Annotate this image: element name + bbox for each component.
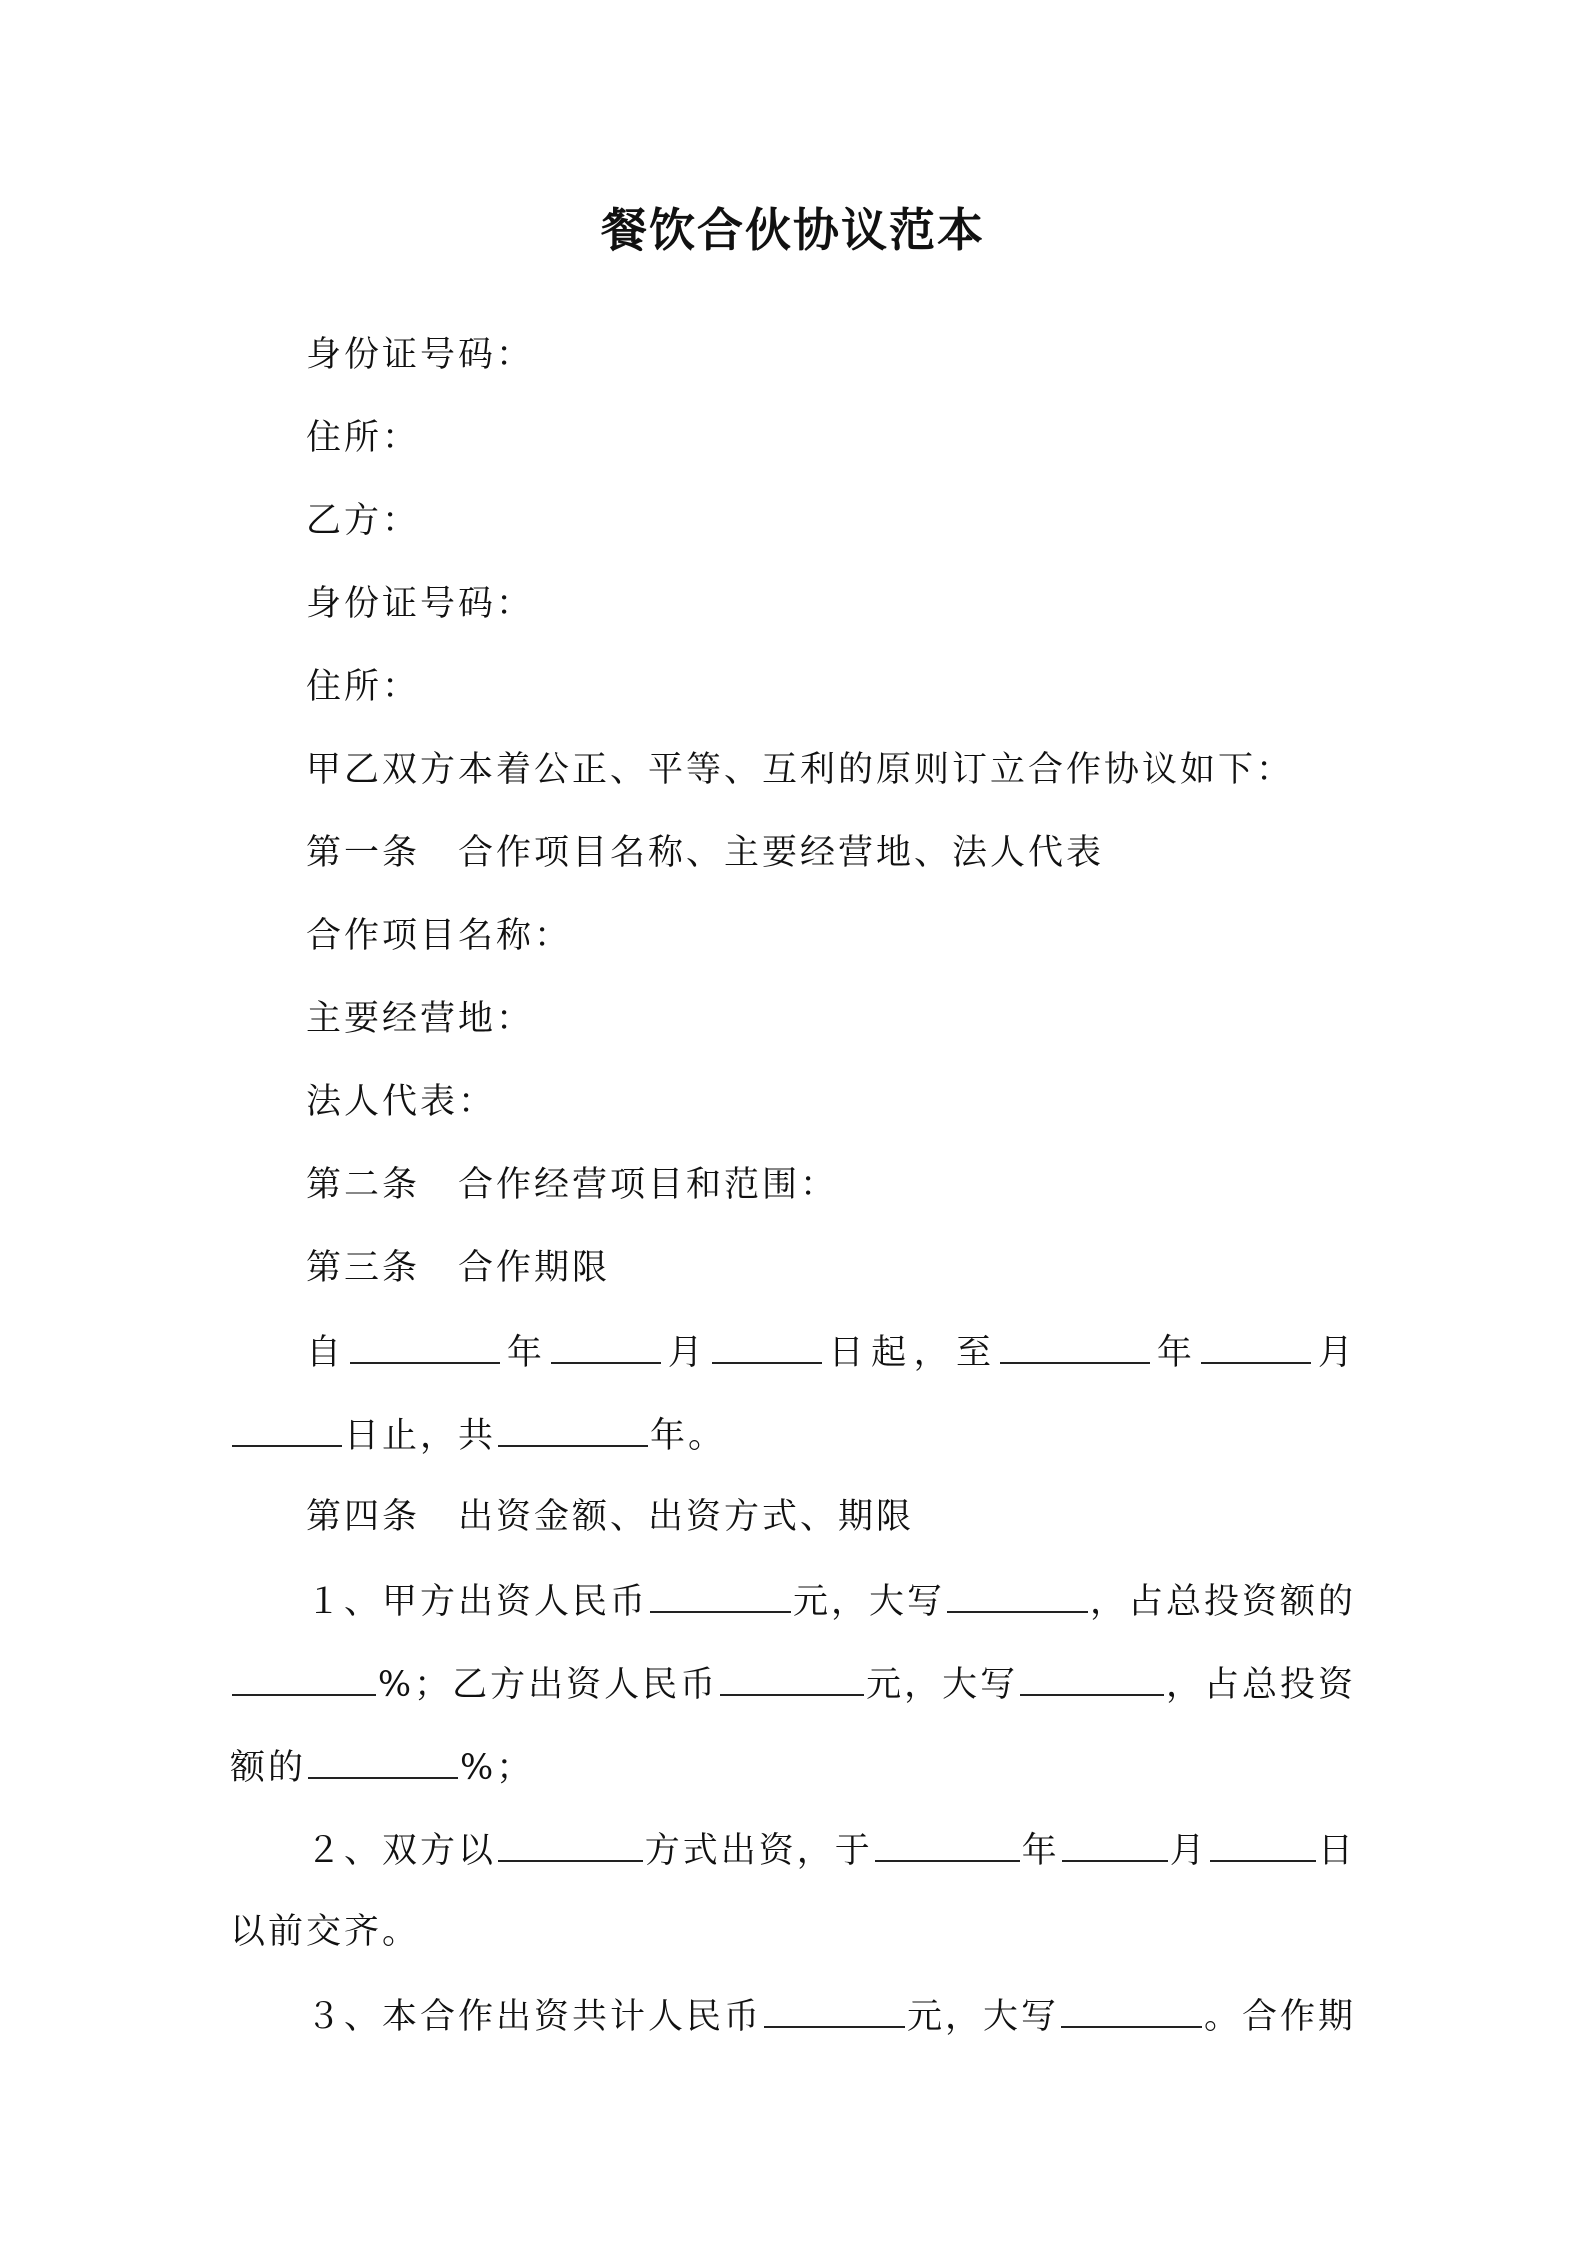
article-3-title: 合作期限 [458,1248,611,1288]
id-number-b: 身份证号码： [306,584,535,624]
total-amount-blank [764,1990,905,2028]
project-name: 合作项目名称： [306,916,573,956]
party-a-capital-blank [947,1575,1088,1613]
clause-2-deadline: 方式出资，于 [644,1831,873,1871]
clause-1-share-b: ，占总投资 [1166,1665,1357,1705]
start-month-blank [551,1326,661,1364]
clause-1-party-a: １、甲方出资人民币 [306,1582,649,1622]
clause-1-percent: %； [460,1748,535,1788]
clause-2-year: 年 [1021,1831,1060,1871]
term-month-2: 月 [1317,1333,1356,1373]
term-total-unit: 年。 [650,1416,727,1456]
deadline-year-blank [875,1824,1020,1862]
term-total-blank [498,1409,648,1447]
article-1-number: 第一条 [306,833,421,873]
end-day-blank [232,1409,342,1447]
party-a-percent-blank [232,1658,376,1696]
clause-1-share-label: 额的 [230,1748,307,1788]
clause-1-share-a: ，占总投资额的 [1089,1582,1356,1622]
clause-3-term: 。合作期 [1203,1997,1356,2037]
term-line-2 [230,1409,726,1461]
clause-2-method: ２、双方以 [306,1831,497,1871]
term-line-1 [306,1326,1356,1378]
clause-2-line-1 [306,1824,1356,1876]
article-4-title: 出资金额、出资方式、期限 [458,1497,915,1537]
term-comma: ， [913,1333,952,1373]
clause-3-line-1 [306,1990,1356,2042]
article-1 [306,828,1104,878]
party-b-amount-blank [720,1658,864,1696]
article-4-number: 第四条 [306,1497,421,1537]
article-3-number: 第三条 [306,1248,421,1288]
article-2-title: 合作经营项目和范围： [458,1165,839,1205]
start-year-blank [350,1326,500,1364]
main-place: 主要经营地： [306,999,535,1039]
total-capital-blank [1061,1990,1202,2028]
clause-1-party-b: %；乙方出资人民币 [377,1665,719,1705]
preamble: 甲乙双方本着公正、平等、互利的原则订立合作协议如下： [306,750,1295,790]
document-title: 餐饮合伙协议范本 [601,203,985,257]
clause-3-total: ３、本合作出资共计人民币 [306,1997,763,2037]
end-month-blank [1201,1326,1311,1364]
legal-representative: 法人代表： [306,1082,497,1122]
party-a-amount-blank [650,1575,791,1613]
clause-2-month: 月 [1169,1831,1208,1871]
clause-3-capital: 元，大写 [906,1997,1059,2037]
contribution-method-blank [498,1824,643,1862]
article-2 [306,1160,838,1210]
clause-1-capital-b: 元，大写 [866,1665,1019,1705]
term-year-2: 年 [1156,1333,1195,1373]
address-a: 住所： [306,418,421,458]
term-year-1: 年 [506,1333,545,1373]
id-number-a: 身份证号码： [306,335,535,375]
address-b: 住所： [306,667,421,707]
term-begin: 起 [871,1333,910,1373]
clause-2-line-2: 以前交齐。 [230,1912,421,1952]
term-from: 自 [306,1333,345,1373]
term-day-1: 日 [828,1333,867,1373]
article-2-number: 第二条 [306,1165,421,1205]
clause-2-day: 日 [1317,1831,1356,1871]
deadline-day-blank [1210,1824,1316,1862]
clause-1-line-3 [230,1741,534,1793]
term-end-text: 日止，共 [344,1416,497,1456]
article-4 [306,1492,914,1542]
term-month-1: 月 [667,1333,706,1373]
deadline-month-blank [1062,1824,1168,1862]
article-3 [306,1243,610,1293]
party-b-percent-blank [308,1741,458,1779]
start-day-blank [712,1326,822,1364]
term-to: 至 [956,1333,995,1373]
clause-1-capital-a: 元，大写 [792,1582,945,1622]
party-b: 乙方： [306,501,421,541]
clause-1-line-2 [230,1658,1356,1710]
clause-1-line-1 [306,1575,1356,1627]
article-1-title: 合作项目名称、主要经营地、法人代表 [458,833,1105,873]
party-b-capital-blank [1020,1658,1164,1696]
end-year-blank [1000,1326,1150,1364]
